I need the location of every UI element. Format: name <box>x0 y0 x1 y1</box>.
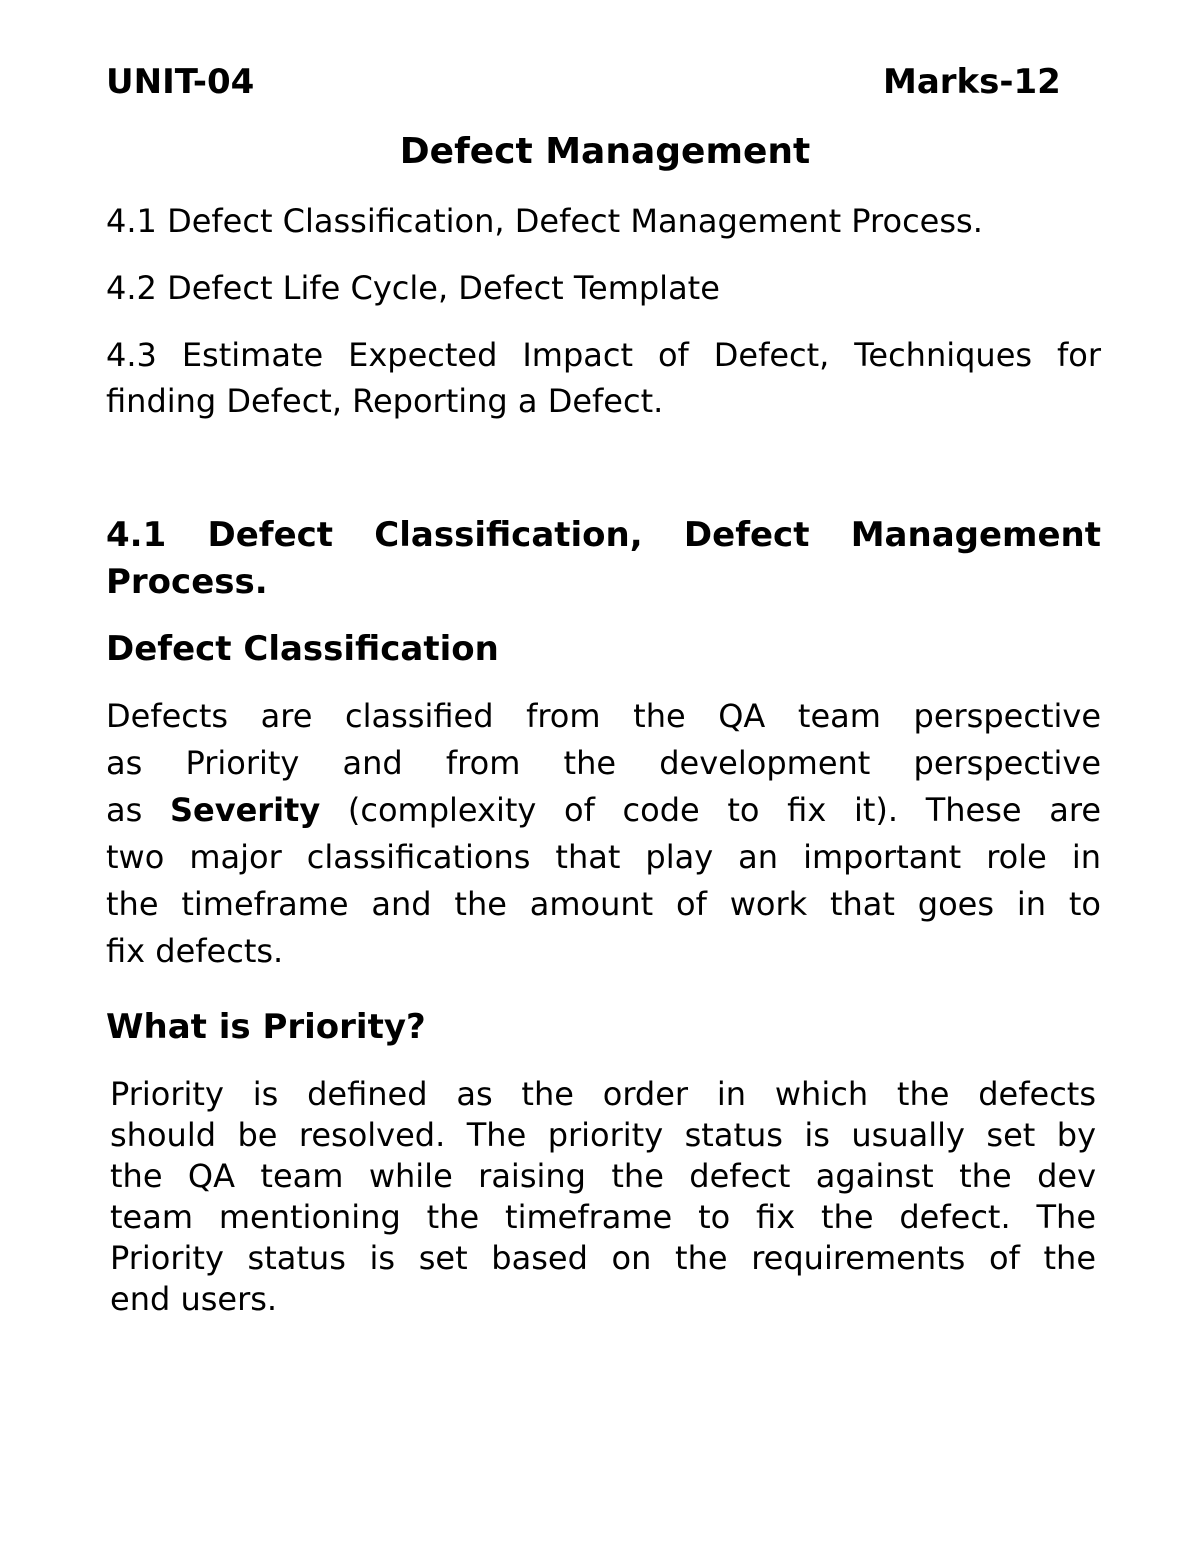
line3-prefix: as <box>106 791 170 829</box>
marks-label: Marks-12 <box>883 62 1061 102</box>
unit-label: UNIT-04 <box>106 62 255 102</box>
section-heading-line-2: Process. <box>106 562 268 602</box>
paragraph-line: two major classifications that play an important role in <box>106 838 1101 876</box>
toc-item-4-3-line-2: finding Defect, Reporting a Defect. <box>106 382 664 420</box>
page-title: Defect Management <box>399 131 811 172</box>
priority-paragraph <box>110 1074 1096 1320</box>
paragraph-line: Priority status is set based on the requirements of the <box>110 1239 1096 1277</box>
section-heading-4-1 <box>106 512 1101 606</box>
line3-suffix: (complexity of code to fix it). These are <box>320 791 1102 829</box>
toc-item-4-1: 4.1 Defect Classification, Defect Management Process. <box>106 202 983 240</box>
paragraph-line: team mentioning the timeframe to fix the defect. The <box>110 1198 1096 1236</box>
paragraph-line: the QA team while raising the defect against the dev <box>110 1157 1096 1195</box>
paragraph-line: Priority is defined as the order in which the defects <box>110 1075 1096 1113</box>
paragraph-line: the timeframe and the amount of work that goes in to <box>106 885 1101 923</box>
defect-classification-heading: Defect Classification <box>106 629 499 669</box>
paragraph-line: as Priority and from the development perspective <box>106 744 1101 782</box>
toc-item-4-3 <box>106 332 1101 424</box>
paragraph-line: Defects are classified from the QA team perspective <box>106 697 1101 735</box>
what-is-priority-heading: What is Priority? <box>106 1007 426 1047</box>
toc-item-4-3-line-1: 4.3 Estimate Expected Impact of Defect, Techniques for <box>106 336 1101 374</box>
paragraph-line: end users. <box>110 1280 278 1318</box>
paragraph-line: should be resolved. The priority status is usually set by <box>110 1116 1096 1154</box>
paragraph-line-with-bold <box>106 787 1101 834</box>
toc-item-4-2: 4.2 Defect Life Cycle, Defect Template <box>106 269 720 307</box>
paragraph-line: fix defects. <box>106 932 284 970</box>
severity-term: Severity <box>169 791 321 829</box>
defect-classification-paragraph <box>106 693 1101 975</box>
section-heading-line-1: 4.1 Defect Classification, Defect Management <box>106 515 1101 555</box>
